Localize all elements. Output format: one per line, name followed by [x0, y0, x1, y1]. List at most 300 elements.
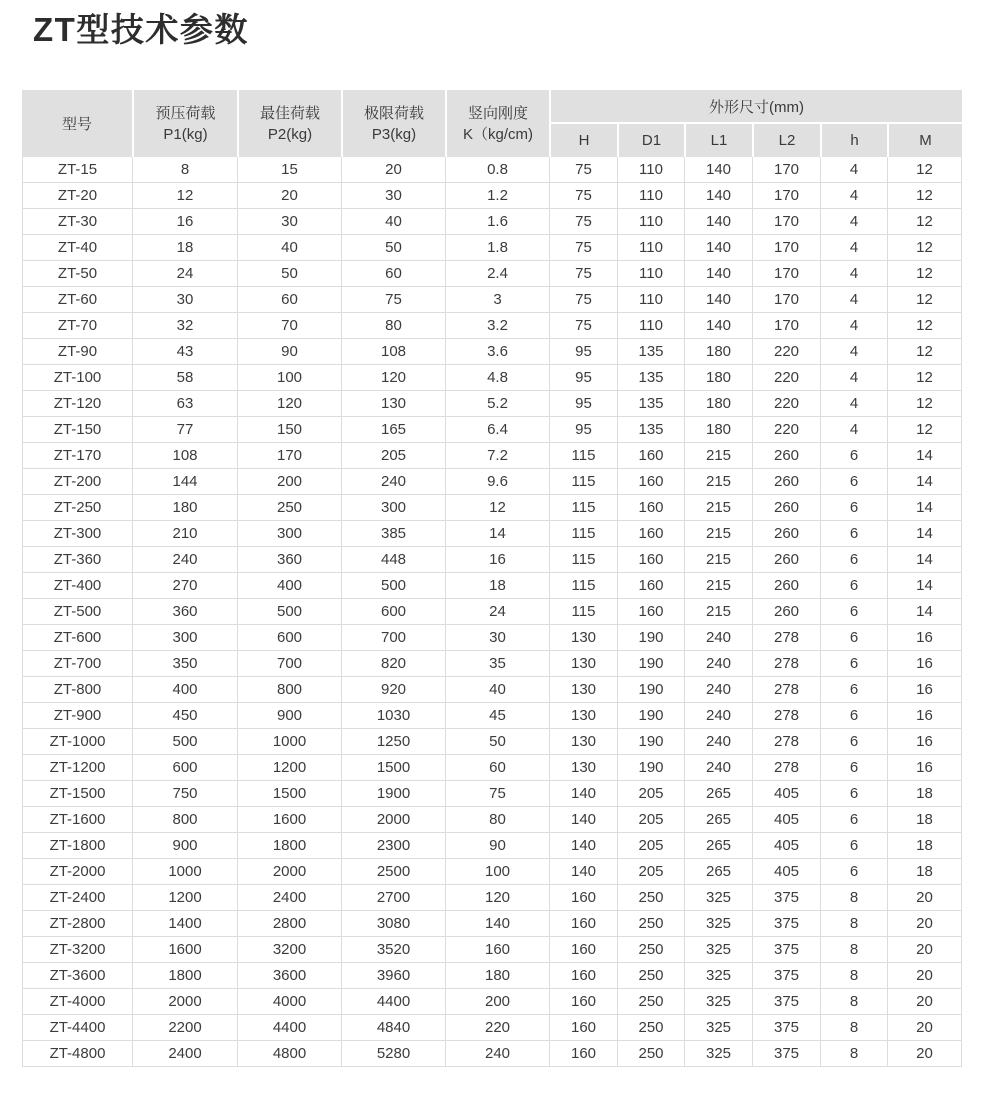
col-header-M: M [887, 124, 962, 157]
table-row [22, 651, 962, 677]
value-cell: 8 [820, 1041, 887, 1067]
value-cell: 2300 [341, 833, 445, 859]
value-cell: 4400 [237, 1015, 341, 1041]
value-cell: 120 [445, 885, 549, 911]
value-cell: 325 [684, 911, 752, 937]
value-cell: 205 [617, 807, 684, 833]
value-cell: 140 [684, 209, 752, 235]
value-cell: 220 [752, 391, 820, 417]
model-cell: ZT-400 [22, 573, 132, 599]
value-cell: 14 [887, 469, 962, 495]
value-cell: 75 [549, 313, 617, 339]
value-cell: 1400 [132, 911, 237, 937]
value-cell: 170 [752, 261, 820, 287]
value-cell: 12 [887, 313, 962, 339]
value-cell: 140 [549, 833, 617, 859]
col-header-stiffness-name: 竖向刚度 [467, 104, 528, 122]
table-row [22, 183, 962, 209]
value-cell: 6.4 [445, 417, 549, 443]
value-cell: 90 [237, 339, 341, 365]
model-cell: ZT-2800 [22, 911, 132, 937]
model-cell: ZT-4000 [22, 989, 132, 1015]
value-cell: 240 [684, 625, 752, 651]
value-cell: 190 [617, 651, 684, 677]
value-cell: 2800 [237, 911, 341, 937]
model-cell: ZT-1200 [22, 755, 132, 781]
value-cell: 160 [617, 547, 684, 573]
value-cell: 115 [549, 469, 617, 495]
value-cell: 220 [752, 339, 820, 365]
model-cell: ZT-170 [22, 443, 132, 469]
value-cell: 215 [684, 495, 752, 521]
value-cell: 260 [752, 521, 820, 547]
value-cell: 375 [752, 937, 820, 963]
table-row [22, 443, 962, 469]
value-cell: 1200 [132, 885, 237, 911]
value-cell: 8 [820, 989, 887, 1015]
value-cell: 108 [341, 339, 445, 365]
table-row [22, 833, 962, 859]
value-cell: 165 [341, 417, 445, 443]
value-cell: 108 [132, 443, 237, 469]
value-cell: 800 [132, 807, 237, 833]
value-cell: 1000 [237, 729, 341, 755]
value-cell: 40 [445, 677, 549, 703]
value-cell: 95 [549, 339, 617, 365]
value-cell: 450 [132, 703, 237, 729]
value-cell: 75 [341, 287, 445, 313]
value-cell: 8 [820, 911, 887, 937]
value-cell: 6 [820, 495, 887, 521]
value-cell: 4 [820, 183, 887, 209]
value-cell: 265 [684, 807, 752, 833]
value-cell: 115 [549, 547, 617, 573]
value-cell: 240 [684, 677, 752, 703]
value-cell: 325 [684, 937, 752, 963]
value-cell: 2400 [237, 885, 341, 911]
value-cell: 75 [549, 209, 617, 235]
value-cell: 15 [237, 157, 341, 183]
value-cell: 20 [341, 157, 445, 183]
value-cell: 375 [752, 885, 820, 911]
value-cell: 4 [820, 365, 887, 391]
col-header-L1: L1 [684, 124, 752, 157]
value-cell: 265 [684, 833, 752, 859]
value-cell: 205 [617, 833, 684, 859]
value-cell: 130 [549, 755, 617, 781]
value-cell: 80 [445, 807, 549, 833]
value-cell: 6 [820, 521, 887, 547]
model-cell: ZT-40 [22, 235, 132, 261]
value-cell: 170 [752, 209, 820, 235]
value-cell: 160 [549, 963, 617, 989]
value-cell: 77 [132, 417, 237, 443]
value-cell: 50 [237, 261, 341, 287]
value-cell: 14 [887, 547, 962, 573]
value-cell: 215 [684, 573, 752, 599]
value-cell: 6 [820, 599, 887, 625]
value-cell: 190 [617, 703, 684, 729]
col-header-L2: L2 [752, 124, 820, 157]
value-cell: 600 [132, 755, 237, 781]
value-cell: 278 [752, 625, 820, 651]
table-row [22, 417, 962, 443]
table-row [22, 521, 962, 547]
value-cell: 260 [752, 547, 820, 573]
table-row [22, 209, 962, 235]
value-cell: 300 [132, 625, 237, 651]
value-cell: 18 [887, 833, 962, 859]
value-cell: 16 [887, 755, 962, 781]
value-cell: 115 [549, 495, 617, 521]
value-cell: 7.2 [445, 443, 549, 469]
value-cell: 75 [549, 157, 617, 183]
value-cell: 205 [617, 859, 684, 885]
model-cell: ZT-4800 [22, 1041, 132, 1067]
value-cell: 40 [341, 209, 445, 235]
col-header-p3-unit: P3(kg) [371, 125, 417, 143]
value-cell: 325 [684, 1041, 752, 1067]
value-cell: 16 [887, 651, 962, 677]
value-cell: 18 [887, 859, 962, 885]
value-cell: 2200 [132, 1015, 237, 1041]
value-cell: 160 [549, 885, 617, 911]
col-header-p3-name: 极限荷载 [363, 104, 424, 122]
value-cell: 220 [445, 1015, 549, 1041]
value-cell: 18 [132, 235, 237, 261]
value-cell: 190 [617, 625, 684, 651]
value-cell: 4.8 [445, 365, 549, 391]
value-cell: 5.2 [445, 391, 549, 417]
value-cell: 375 [752, 963, 820, 989]
value-cell: 115 [549, 599, 617, 625]
value-cell: 30 [341, 183, 445, 209]
table-row [22, 781, 962, 807]
value-cell: 1800 [132, 963, 237, 989]
value-cell: 140 [684, 157, 752, 183]
model-cell: ZT-500 [22, 599, 132, 625]
value-cell: 75 [549, 235, 617, 261]
value-cell: 1200 [237, 755, 341, 781]
value-cell: 200 [237, 469, 341, 495]
table-row [22, 755, 962, 781]
value-cell: 170 [752, 235, 820, 261]
value-cell: 20 [887, 963, 962, 989]
value-cell: 14 [887, 521, 962, 547]
value-cell: 4 [820, 209, 887, 235]
value-cell: 278 [752, 651, 820, 677]
value-cell: 405 [752, 859, 820, 885]
value-cell: 405 [752, 781, 820, 807]
value-cell: 4 [820, 417, 887, 443]
model-cell: ZT-150 [22, 417, 132, 443]
value-cell: 2000 [132, 989, 237, 1015]
value-cell: 3600 [237, 963, 341, 989]
value-cell: 140 [445, 911, 549, 937]
model-cell: ZT-3200 [22, 937, 132, 963]
value-cell: 240 [684, 651, 752, 677]
value-cell: 170 [752, 157, 820, 183]
value-cell: 130 [549, 677, 617, 703]
value-cell: 110 [617, 287, 684, 313]
value-cell: 24 [445, 599, 549, 625]
value-cell: 20 [887, 911, 962, 937]
value-cell: 820 [341, 651, 445, 677]
value-cell: 4800 [237, 1041, 341, 1067]
model-cell: ZT-15 [22, 157, 132, 183]
col-header-stiffness [445, 90, 549, 157]
value-cell: 12 [445, 495, 549, 521]
value-cell: 1000 [132, 859, 237, 885]
value-cell: 115 [549, 521, 617, 547]
value-cell: 140 [684, 287, 752, 313]
value-cell: 130 [341, 391, 445, 417]
spec-table [22, 90, 962, 1067]
value-cell: 350 [132, 651, 237, 677]
value-cell: 920 [341, 677, 445, 703]
value-cell: 6 [820, 573, 887, 599]
value-cell: 1600 [132, 937, 237, 963]
col-group-dimensions: 外形尺寸(mm) [549, 90, 962, 124]
page-title: ZT型技术参数 [33, 11, 249, 48]
value-cell: 180 [684, 391, 752, 417]
value-cell: 12 [887, 417, 962, 443]
value-cell: 9.6 [445, 469, 549, 495]
value-cell: 160 [617, 443, 684, 469]
value-cell: 4 [820, 391, 887, 417]
value-cell: 6 [820, 677, 887, 703]
value-cell: 160 [549, 937, 617, 963]
value-cell: 40 [237, 235, 341, 261]
col-header-D1: D1 [617, 124, 684, 157]
value-cell: 16 [887, 625, 962, 651]
table-row [22, 729, 962, 755]
model-cell: ZT-90 [22, 339, 132, 365]
value-cell: 240 [341, 469, 445, 495]
value-cell: 215 [684, 547, 752, 573]
value-cell: 260 [752, 469, 820, 495]
value-cell: 140 [684, 235, 752, 261]
value-cell: 130 [549, 729, 617, 755]
value-cell: 6 [820, 703, 887, 729]
value-cell: 260 [752, 443, 820, 469]
value-cell: 405 [752, 833, 820, 859]
value-cell: 6 [820, 469, 887, 495]
value-cell: 135 [617, 365, 684, 391]
value-cell: 170 [752, 313, 820, 339]
value-cell: 1900 [341, 781, 445, 807]
value-cell: 700 [237, 651, 341, 677]
value-cell: 3960 [341, 963, 445, 989]
value-cell: 400 [237, 573, 341, 599]
model-cell: ZT-900 [22, 703, 132, 729]
value-cell: 250 [617, 989, 684, 1015]
value-cell: 2500 [341, 859, 445, 885]
value-cell: 20 [887, 937, 962, 963]
value-cell: 375 [752, 1015, 820, 1041]
value-cell: 12 [887, 183, 962, 209]
model-cell: ZT-120 [22, 391, 132, 417]
value-cell: 6 [820, 443, 887, 469]
value-cell: 250 [617, 1015, 684, 1041]
table-header [22, 90, 962, 157]
value-cell: 120 [237, 391, 341, 417]
value-cell: 6 [820, 625, 887, 651]
value-cell: 800 [237, 677, 341, 703]
value-cell: 385 [341, 521, 445, 547]
value-cell: 220 [752, 365, 820, 391]
table-row [22, 339, 962, 365]
col-header-stiffness-unit: K（kg/cm) [462, 125, 533, 143]
value-cell: 18 [445, 573, 549, 599]
value-cell: 250 [617, 911, 684, 937]
value-cell: 250 [617, 937, 684, 963]
model-cell: ZT-2400 [22, 885, 132, 911]
value-cell: 250 [617, 963, 684, 989]
table-row [22, 963, 962, 989]
value-cell: 12 [887, 261, 962, 287]
model-cell: ZT-100 [22, 365, 132, 391]
value-cell: 250 [617, 885, 684, 911]
table-row [22, 547, 962, 573]
value-cell: 360 [237, 547, 341, 573]
table-row [22, 1015, 962, 1041]
header-row-main [22, 90, 962, 124]
value-cell: 110 [617, 313, 684, 339]
value-cell: 30 [237, 209, 341, 235]
value-cell: 1250 [341, 729, 445, 755]
value-cell: 4 [820, 339, 887, 365]
model-cell: ZT-70 [22, 313, 132, 339]
value-cell: 240 [445, 1041, 549, 1067]
model-cell: ZT-60 [22, 287, 132, 313]
model-cell: ZT-2000 [22, 859, 132, 885]
value-cell: 1500 [237, 781, 341, 807]
value-cell: 325 [684, 963, 752, 989]
value-cell: 160 [549, 911, 617, 937]
value-cell: 1800 [237, 833, 341, 859]
value-cell: 180 [445, 963, 549, 989]
value-cell: 20 [887, 1041, 962, 1067]
value-cell: 16 [887, 677, 962, 703]
col-header-H: H [549, 124, 617, 157]
value-cell: 35 [445, 651, 549, 677]
value-cell: 180 [132, 495, 237, 521]
value-cell: 190 [617, 755, 684, 781]
value-cell: 95 [549, 365, 617, 391]
value-cell: 14 [887, 599, 962, 625]
value-cell: 4840 [341, 1015, 445, 1041]
value-cell: 278 [752, 755, 820, 781]
value-cell: 5280 [341, 1041, 445, 1067]
table-row [22, 313, 962, 339]
table-row [22, 235, 962, 261]
value-cell: 250 [617, 1041, 684, 1067]
value-cell: 8 [132, 157, 237, 183]
value-cell: 75 [445, 781, 549, 807]
model-cell: ZT-30 [22, 209, 132, 235]
col-header-p1-unit: P1(kg) [163, 125, 208, 143]
model-cell: ZT-250 [22, 495, 132, 521]
value-cell: 115 [549, 443, 617, 469]
value-cell: 110 [617, 183, 684, 209]
value-cell: 58 [132, 365, 237, 391]
value-cell: 160 [617, 469, 684, 495]
value-cell: 900 [237, 703, 341, 729]
col-header-h: h [820, 124, 887, 157]
value-cell: 2.4 [445, 261, 549, 287]
value-cell: 4400 [341, 989, 445, 1015]
col-header-p1 [132, 90, 237, 157]
value-cell: 6 [820, 859, 887, 885]
value-cell: 205 [617, 781, 684, 807]
value-cell: 215 [684, 469, 752, 495]
value-cell: 14 [887, 573, 962, 599]
value-cell: 6 [820, 651, 887, 677]
value-cell: 8 [820, 885, 887, 911]
value-cell: 14 [445, 521, 549, 547]
value-cell: 140 [684, 313, 752, 339]
value-cell: 16 [445, 547, 549, 573]
value-cell: 14 [887, 495, 962, 521]
value-cell: 6 [820, 729, 887, 755]
model-cell: ZT-600 [22, 625, 132, 651]
value-cell: 130 [549, 703, 617, 729]
value-cell: 12 [887, 391, 962, 417]
value-cell: 16 [887, 703, 962, 729]
value-cell: 160 [617, 599, 684, 625]
value-cell: 90 [445, 833, 549, 859]
value-cell: 110 [617, 235, 684, 261]
model-cell: ZT-360 [22, 547, 132, 573]
value-cell: 700 [341, 625, 445, 651]
value-cell: 180 [684, 417, 752, 443]
value-cell: 140 [549, 859, 617, 885]
value-cell: 160 [617, 573, 684, 599]
value-cell: 3.2 [445, 313, 549, 339]
value-cell: 190 [617, 729, 684, 755]
value-cell: 60 [341, 261, 445, 287]
value-cell: 375 [752, 989, 820, 1015]
table-row [22, 911, 962, 937]
model-cell: ZT-1500 [22, 781, 132, 807]
table-row [22, 937, 962, 963]
model-cell: ZT-1800 [22, 833, 132, 859]
value-cell: 750 [132, 781, 237, 807]
value-cell: 75 [549, 183, 617, 209]
col-header-p2 [237, 90, 341, 157]
value-cell: 100 [237, 365, 341, 391]
value-cell: 50 [445, 729, 549, 755]
value-cell: 95 [549, 417, 617, 443]
value-cell: 400 [132, 677, 237, 703]
value-cell: 1030 [341, 703, 445, 729]
model-cell: ZT-4400 [22, 1015, 132, 1041]
value-cell: 50 [341, 235, 445, 261]
value-cell: 150 [237, 417, 341, 443]
value-cell: 180 [684, 365, 752, 391]
value-cell: 135 [617, 391, 684, 417]
value-cell: 144 [132, 469, 237, 495]
value-cell: 4 [820, 235, 887, 261]
table-row [22, 391, 962, 417]
model-cell: ZT-1000 [22, 729, 132, 755]
value-cell: 130 [549, 625, 617, 651]
table-row [22, 469, 962, 495]
model-cell: ZT-800 [22, 677, 132, 703]
value-cell: 80 [341, 313, 445, 339]
value-cell: 60 [445, 755, 549, 781]
